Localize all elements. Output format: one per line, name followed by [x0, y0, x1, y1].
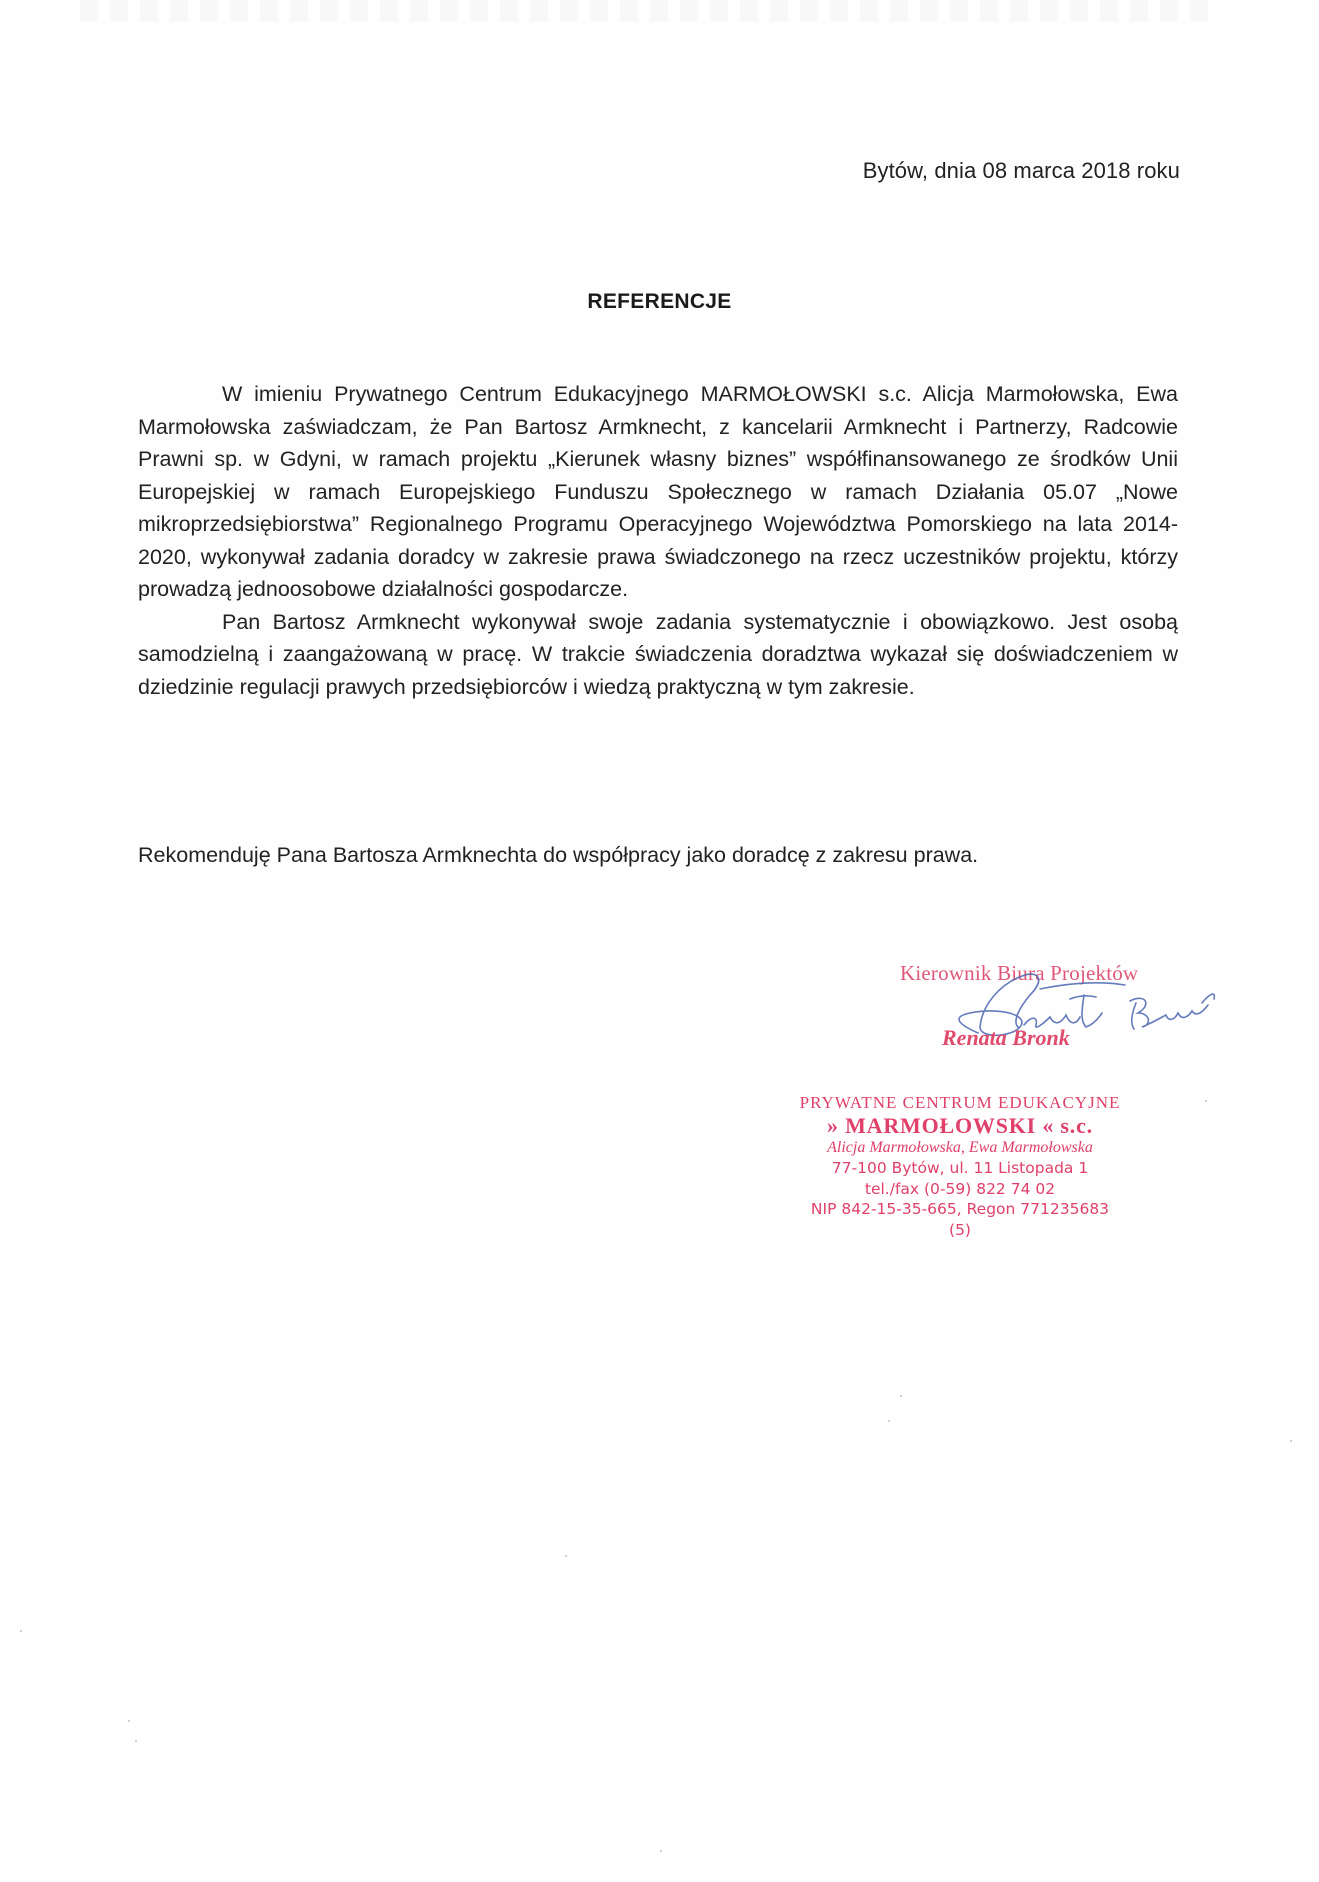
scan-speck [1205, 1100, 1207, 1102]
stamp-company-type: PRYWATNE CENTRUM EDUKACYJNE [799, 1093, 1121, 1112]
name-stamp: Renata Bronk [942, 1025, 1070, 1050]
stamp-phone: tel./fax (0-59) 822 74 02 [864, 1179, 1056, 1198]
scan-speck [135, 1740, 137, 1742]
scan-speck [128, 1720, 130, 1722]
stamp-tax-ids: NIP 842-15-35-665, Regon 771235683 [810, 1200, 1110, 1218]
signature-block [880, 955, 1220, 1070]
scan-speck [565, 1555, 567, 1557]
stamp-company-name: » MARMOŁOWSKI « s.c. [827, 1113, 1093, 1138]
scan-speck [888, 1420, 890, 1422]
stamp-address: 77-100 Bytów, ul. 11 Listopada 1 [831, 1159, 1089, 1177]
company-stamp [760, 1092, 1160, 1240]
place-date: Bytów, dnia 08 marca 2018 roku [862, 158, 1180, 183]
body-paragraph: Pan Bartosz Armknecht wykonywał swoje zadania systematycznie i obowiązkowo. Jest osobą samodzielną i zaangażowaną w pracę. W trakcie świadczenia doradztwa wykazał się doświadczeniem w dziedzinie regulacji prawych przedsiębiorców i wiedzą praktyczną w tym zakresie. [138, 609, 1178, 699]
scan-speck [1290, 1440, 1292, 1442]
scan-speck [900, 1395, 902, 1397]
recommendation-line: Rekomenduję Pana Bartosza Armknechta do współpracy jako doradcę z zakresu prawa. [138, 843, 979, 867]
scan-bleed-through [80, 0, 1220, 22]
scan-speck [20, 1630, 22, 1632]
stamp-number: (5) [949, 1220, 971, 1239]
body-paragraph: W imieniu Prywatnego Centrum Edukacyjnego MARMOŁOWSKI s.c. Alicja Marmołowska, Ewa Marmołowska zaświadczam, że Pan Bartosz Armknecht, z kancelarii Armknecht i Partnerzy, Radcowie Prawni sp. w Gdyni, w ramach projektu „Kierunek własny biznes” współfinansowanego ze środków Unii Europejskiej w ramach Europejskiego Funduszu Społecznego w ramach Działania 05.07 „Nowe mikroprzedsiębiorstwa” Regionalnego Programu Operacyjnego Województwa Pomorskiego na lata 2014-2020, wykonywał zadania doradcy w zakresie prawa świadczonego na rzecz uczestników projektu, którzy prowadzą jednoosobowe działalności gospodarcze. [138, 382, 1178, 601]
document-title: REFERENCJE [587, 290, 732, 313]
stamp-owners: Alicja Marmołowska, Ewa Marmołowska [827, 1139, 1093, 1156]
scan-speck [660, 1850, 662, 1852]
document-body [138, 378, 1178, 703]
role-stamp: Kierownik Biura Projektów [900, 961, 1139, 985]
